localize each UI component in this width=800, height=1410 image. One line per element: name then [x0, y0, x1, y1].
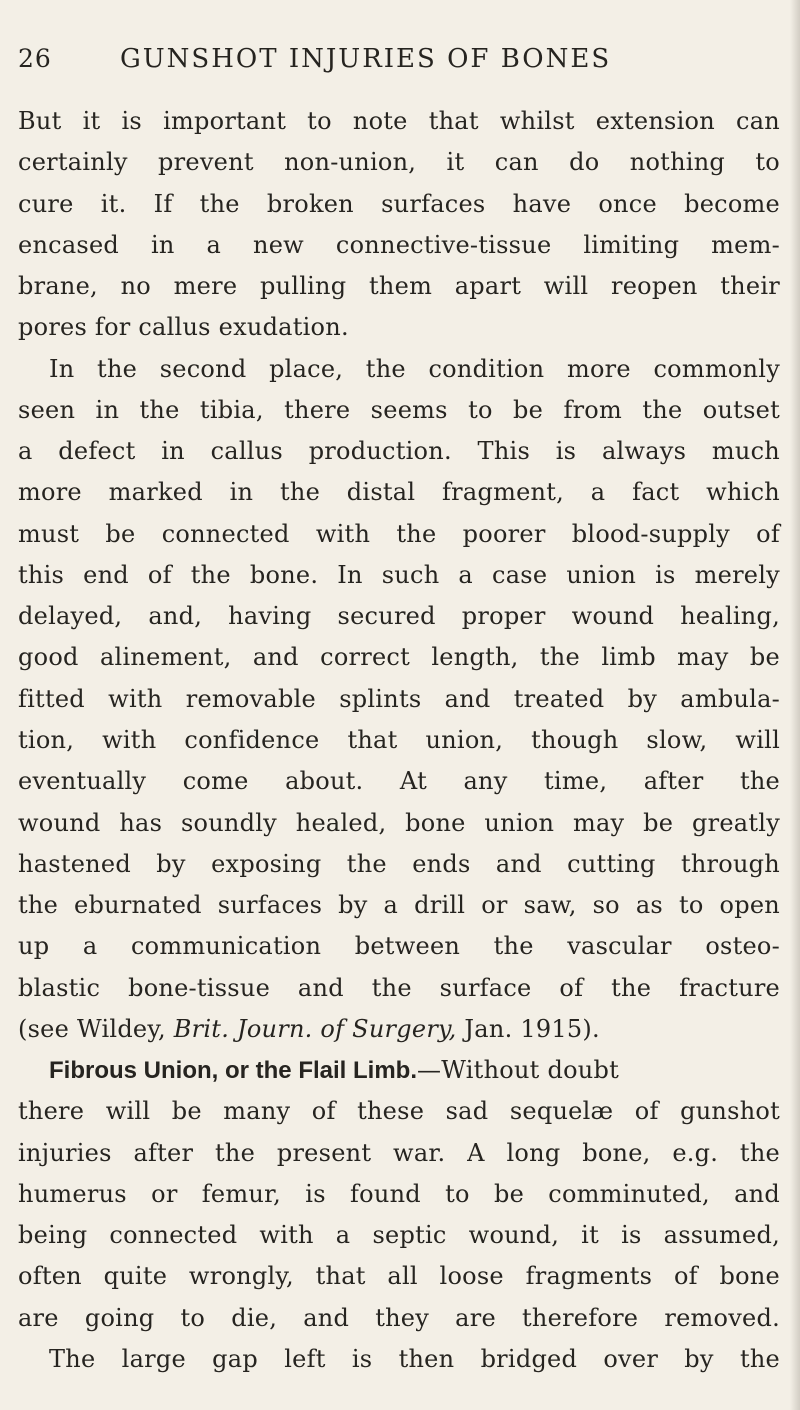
text-line: often quite wrongly, that all loose fragments of bone: [18, 1262, 780, 1291]
text-line: are going to die, and they are therefore removed.: [18, 1303, 780, 1332]
text-line: a defect in callus production. This is always much: [18, 437, 780, 466]
text-line: seen in the tibia, there seems to be from the outset: [18, 395, 780, 424]
citation-suffix: Jan. 1915).: [456, 1014, 600, 1043]
citation-prefix: (see Wildey,: [18, 1014, 174, 1043]
text-line: must be connected with the poorer blood-supply of: [18, 519, 780, 548]
text-line: eventually come about. At any time, after the: [18, 767, 780, 796]
text-line: the eburnated surfaces by a drill or saw, so as to open: [18, 891, 780, 920]
section-heading: Fibrous Union, or the Flail Limb.: [49, 1057, 417, 1085]
text-line: brane, no mere pulling them apart will reopen their: [18, 272, 780, 301]
text-line: blastic bone-tissue and the surface of the fracture: [18, 973, 780, 1002]
text-line: But it is important to note that whilst extension can: [18, 107, 780, 135]
running-head: GUNSHOT INJURIES OF BONES: [120, 44, 612, 74]
section-first-line: [18, 1050, 780, 1091]
citation-journal: Brit. Journ. of Surgery,: [173, 1014, 457, 1043]
page-number: 26: [18, 44, 52, 73]
text-line: injuries after the present war. A long bone, e.g. the: [18, 1138, 780, 1167]
text-line: more marked in the distal fragment, a fact which: [18, 478, 780, 507]
text-line: hastened by exposing the ends and cutting through: [18, 849, 780, 878]
citation-line: [18, 1009, 780, 1050]
text-line: good alinement, and correct length, the limb may be: [18, 643, 780, 672]
text-line: there will be many of these sad sequelæ of gunshot: [18, 1097, 780, 1126]
page-header: [18, 44, 778, 88]
text-line: tion, with confidence that union, though slow, will: [18, 725, 780, 754]
text-line: this end of the bone. In such a case union is merely: [18, 560, 780, 589]
text-line: certainly prevent non-union, it can do nothing to: [18, 148, 780, 177]
section-first-line-text: —Without doubt: [417, 1056, 619, 1085]
text-line: fitted with removable splints and treated by ambula-: [18, 684, 780, 713]
text-line: cure it. If the broken surfaces have once become: [18, 189, 780, 218]
page-edge-shadow: [790, 0, 800, 1410]
body-text: [18, 101, 780, 1380]
paragraph-first-line: The large gap left is then bridged over by the: [49, 1344, 780, 1373]
text-line: delayed, and, having secured proper wound healing,: [18, 602, 780, 631]
text-line: humerus or femur, is found to be comminuted, and: [18, 1179, 780, 1208]
text-line: wound has soundly healed, bone union may be greatly: [18, 808, 780, 837]
text-line: being connected with a septic wound, it is assumed,: [18, 1221, 780, 1250]
text-line: encased in a new connective-tissue limiting mem-: [18, 230, 780, 259]
text-line: up a communication between the vascular osteo-: [18, 932, 780, 961]
paragraph-first-line: In the second place, the condition more commonly: [49, 354, 780, 383]
text-line: pores for callus exudation.: [18, 313, 349, 342]
